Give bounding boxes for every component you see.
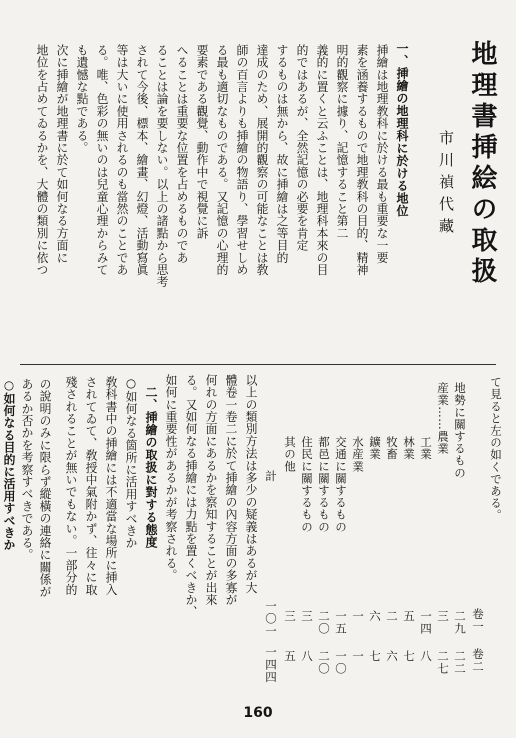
middle-body-line: 以上の類別方法は多少の疑義はあるが大	[244, 374, 258, 594]
table-intro-line: て見ると左の如くである。	[489, 376, 503, 522]
table-row-label: 工業	[419, 436, 433, 461]
right-body-line: 次に挿繪が地理書に於て如何なる方面に	[55, 44, 69, 264]
right-body-line: するものは無から、故に挿繪は之等目的	[275, 44, 289, 264]
right-body-line: 的ではあるが、全然記憶の必要を肯定	[295, 44, 309, 252]
right-body-line: されて今後、標本、繪畫、幻燈、活動寫眞	[135, 44, 149, 276]
middle-body-line: 何れの方面にあるかを察知することが出來	[204, 374, 218, 606]
right-body-line: る最も適切なものである。又記憶の心理的	[215, 44, 229, 276]
table-row-label: 交通に關するもの	[334, 436, 348, 533]
table-cell-vol1: 二九	[453, 610, 467, 635]
right-body-line: 挿繪は地理教科に於ける最も重要な一要	[375, 44, 389, 264]
table-total-vol2: 一四四	[264, 646, 278, 684]
table-header-vol1: 卷一	[471, 608, 485, 633]
band-divider	[20, 364, 496, 365]
right-body-line: 明的觀察に據り、記憶すること第二	[335, 44, 349, 240]
table-cell-vol2: 七	[402, 650, 416, 663]
table-row-label: 産業……農業	[436, 382, 450, 455]
table-cell-vol2: 一	[351, 650, 365, 663]
article-author: 市川禎代藏	[437, 130, 455, 240]
table-cell-vol1: 五	[402, 610, 416, 623]
table-cell-vol1: 一	[351, 610, 365, 623]
right-body-line: 素を涵養するもので地理教科の目的、精神	[355, 44, 369, 276]
table-cell-vol2: 八	[419, 650, 433, 663]
middle-body-line: る。又如何なる挿繪には力點を置くべきか、	[184, 374, 198, 618]
table-cell-vol2: 二七	[436, 650, 450, 675]
section-heading-1: 一、挿繪の地理科に於ける地位	[395, 42, 409, 217]
table-cell-vol2: 六	[385, 650, 399, 663]
table-total-vol1: 一〇一	[264, 600, 278, 638]
right-body-line: も遺憾な點である。	[75, 44, 89, 154]
middle-lower-line: 敎科書中の挿繪には不適當な場所に挿入	[104, 376, 118, 596]
right-body-line: 要素である觀覺、動作中で視覺に訴	[195, 44, 209, 240]
middle-lower-line: ○如何なる箇所に活用すべきか	[124, 376, 138, 549]
table-cell-vol1: 一四	[419, 610, 433, 635]
table-cell-vol1: 三	[300, 610, 314, 623]
table-cell-vol2: 七	[368, 650, 382, 663]
right-body-line: 達成のため、展開的觀察の可能なことは敎	[255, 44, 269, 276]
right-body-line: ることは論を要しない。以上の諸點から思考	[155, 44, 169, 288]
page-number: 160	[243, 705, 273, 721]
table-row-label: 林業	[402, 436, 416, 461]
right-body-line: 義的に置くと云ふことは、地理科本來の目	[315, 44, 329, 276]
right-body-line: へることは重要な位置を占めるものであ	[175, 44, 189, 264]
table-cell-vol2: 八	[300, 650, 314, 663]
right-body-line: 等は大いに使用されるのも當然のことであ	[115, 44, 129, 276]
table-cell-vol1: 二〇	[317, 610, 331, 635]
table-row-label: 都邑に關するもの	[317, 436, 331, 533]
table-header-vol2: 卷二	[471, 648, 485, 673]
table-cell-vol1: 六	[368, 610, 382, 623]
middle-lower-line: されてゐて、敎授中氣附かず、往々に取	[84, 376, 98, 596]
table-cell-vol2: 二〇	[317, 650, 331, 675]
table-cell-vol1: 三	[436, 610, 450, 623]
left-body-line: の說明のみに限らず縱橫の連絡に關係が	[38, 378, 52, 598]
middle-lower-line: 殘されることが無いでもない。一部分的	[64, 376, 78, 596]
table-total-label: 計	[264, 470, 278, 483]
left-body-line: ○如何なる目的に活用すべきか	[2, 378, 16, 551]
table-cell-vol2: 二二	[453, 650, 467, 675]
right-body-line: 師の百言よりも挿繪の物語り、學習せしめ	[235, 44, 249, 276]
table-row-label: 水産業	[351, 436, 365, 473]
table-cell-vol1: 三	[283, 610, 297, 623]
table-cell-vol1: 一五	[334, 610, 348, 635]
table-cell-vol2: 五	[283, 650, 297, 663]
right-body-line: る。唯、色彩の無いのは兒童心理からみて	[95, 44, 109, 276]
table-row-label: 住民に關するもの	[300, 436, 314, 533]
table-row-label: 鑛業	[368, 436, 382, 461]
table-row-label: 其の他	[283, 436, 297, 473]
right-body-line: 地位を占めてゐるかを、大體の類別に依つ	[35, 44, 49, 276]
table-cell-vol1: 二	[385, 610, 399, 623]
middle-body-line: 如何に重要性があるかが考察される。	[164, 374, 178, 582]
table-row-label: 地勢に關するもの	[453, 382, 467, 479]
left-body-line: あるか否かを考察すべきである。	[20, 378, 34, 561]
article-title: 地理書挿絵の取扱	[467, 40, 497, 288]
table-cell-vol2: 一〇	[334, 650, 348, 675]
middle-body-line: 體卷一卷二に於て挿繪の內容方面の多寡が	[224, 374, 238, 606]
section-heading-2: 二、挿繪の取扱に對する態度	[144, 386, 158, 549]
table-row-label: 牧畜	[385, 436, 399, 461]
